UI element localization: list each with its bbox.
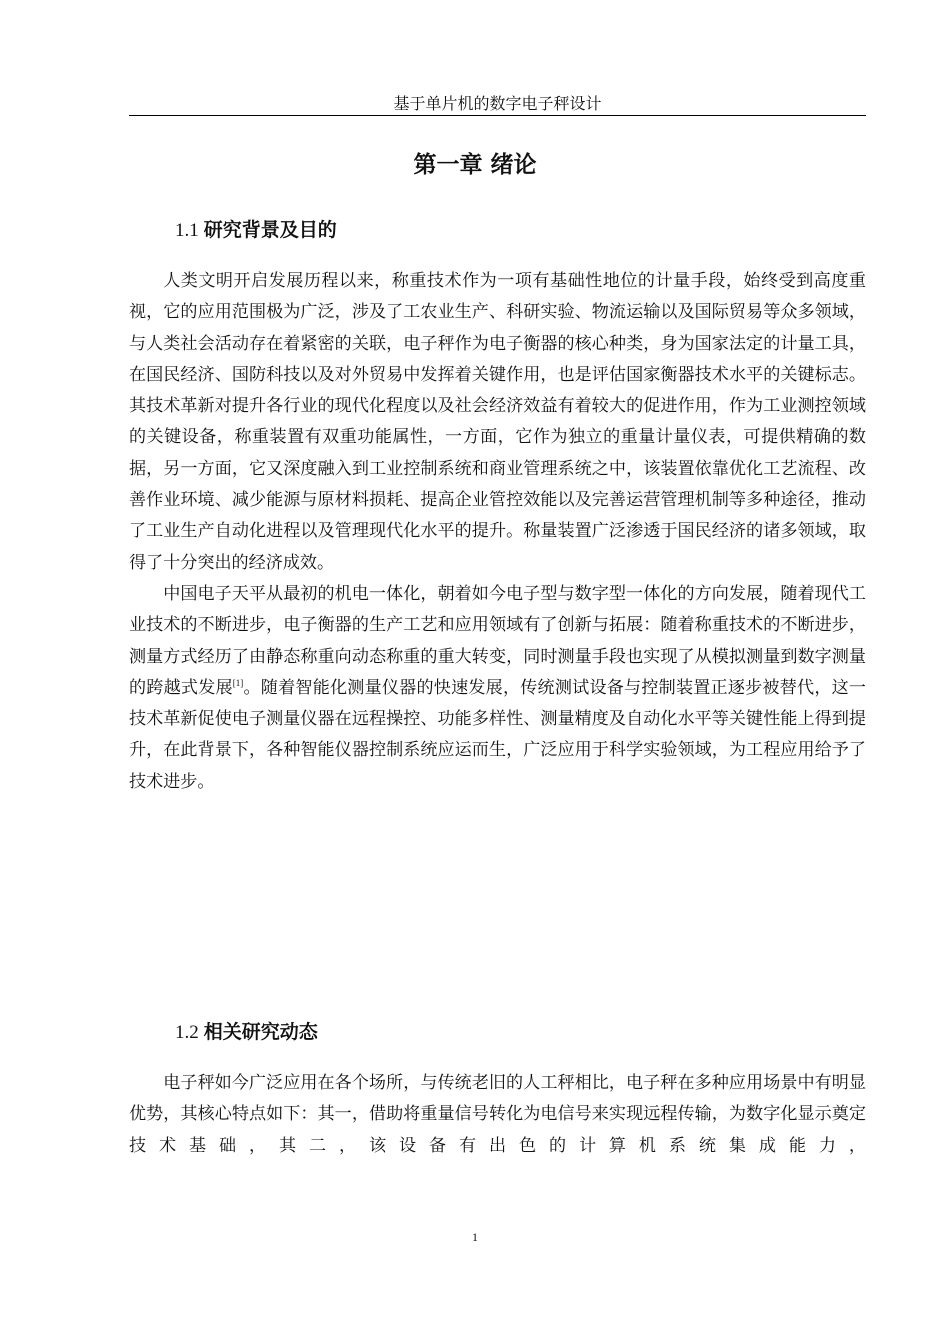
section-title: 相关研究动态 — [203, 1021, 318, 1043]
section-number: 1.1 — [175, 220, 199, 241]
section-heading-1-1 — [175, 216, 337, 245]
section-number: 1.2 — [175, 1022, 199, 1043]
paragraph-text: 中国电子天平从最初的机电一体化，朝着如今电子型与数字型一体化的方向发展，随着现代工业技术的不断进步，电子衡器的生产工艺和应用领域有了创新与拓展：随着称重技术的不断进步，测量方式经历了由静态称重向动态称重的重大转变，同时测量手段也实现了从模拟测量到数字测量的跨越式发展 — [129, 583, 866, 698]
paragraph-text: 。随着智能化测量仪器的快速发展，传统测试设备与控制装置正逐步被替代，这一技术革新促使电子测量仪器在远程操控、功能多样性、测量精度及自动化水平等关键性能上得到提升，在此背景下，各种智能仪器控制系统应运而生，广泛应用于科学实验领域，为工程应用给予了技术进步。 — [129, 677, 867, 792]
section-body-1-1 — [129, 266, 866, 798]
paragraph: 人类文明开启发展历程以来，称重技术作为一项有基础性地位的计量手段，始终受到高度重视，它的应用范围极为广泛，涉及了工农业生产、科研实验、物流运输以及国际贸易等众多领域，与人类社会活动存在着紧密的关联，电子秤作为电子衡器的核心种类，身为国家法定的计量工具，在国民经济、国防科技以及对外贸易中发挥着关键作用，也是评估国家衡器技术水平的关键标志。其技术革新对提升各行业的现代化程度以及社会经济效益有着较大的促进作用，作为工业测控领域的关键设备，称重装置有双重功能属性，一方面，它作为独立的重量计量仪表，可提供精确的数据，另一方面，它又深度融入到工业控制系统和商业管理系统之中，该装置依靠优化工艺流程、改善作业环境、减少能源与原材料损耗、提高企业管控效能以及完善运营管理机制等多种途径，推动了工业生产自动化进程以及管理现代化水平的提升。称量装置广泛渗透于国民经济的诸多领域，取得了十分突出的经济成效。 — [129, 271, 866, 573]
citation-marker: [1] — [232, 677, 244, 688]
chapter-title: 第一章 绪论 — [413, 152, 537, 178]
paragraph: 电子秤如今广泛应用在各个场所，与传统老旧的人工秤相比，电子秤在多种应用场景中有明显优势，其核心特点如下：其一，借助将重量信号转化为电信号来实现远程传输，为数字化显示奠定技术基础，其二，该设备有出色的计算机系统集成能力， — [129, 1073, 866, 1156]
section-body-1-2 — [129, 1068, 866, 1162]
running-header: 基于单片机的数字电子秤设计 — [393, 94, 602, 113]
page-number: 1 — [472, 1230, 478, 1244]
section-title: 研究背景及目的 — [203, 219, 337, 241]
paragraph — [129, 579, 866, 798]
section-heading-1-2 — [175, 1018, 318, 1047]
header-rule — [129, 115, 866, 116]
